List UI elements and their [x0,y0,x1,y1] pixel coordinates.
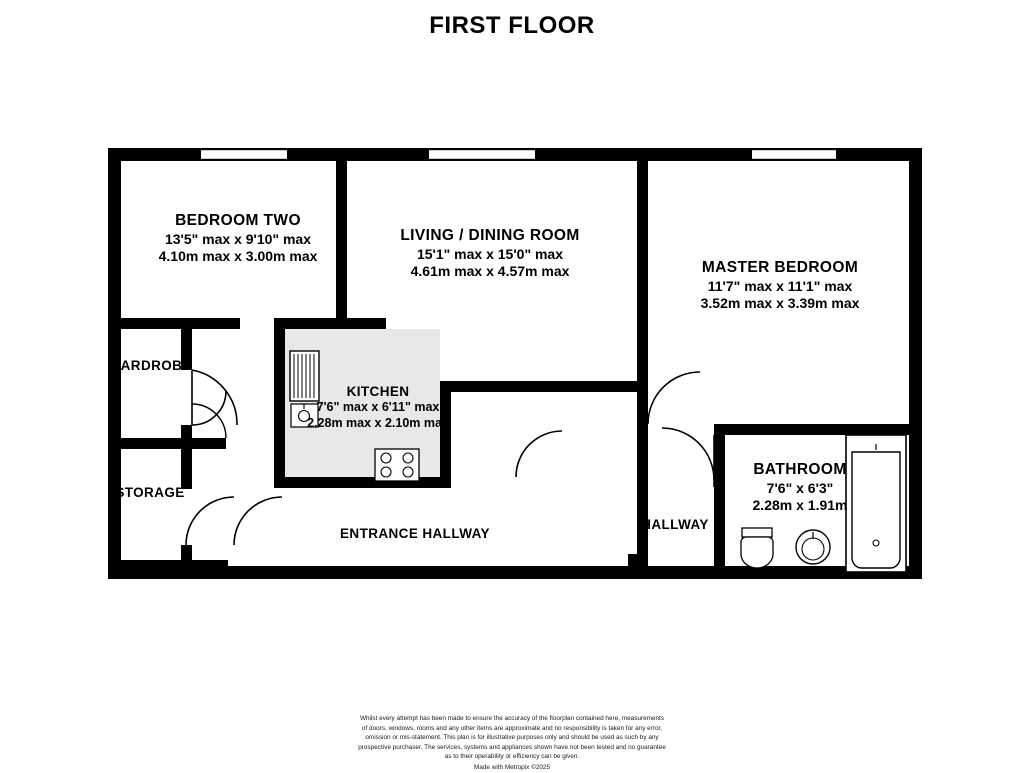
room-label-master-bedroom [620,259,940,312]
room-label-kitchen [258,384,498,431]
room-name: STORAGE [115,485,185,500]
cooker-hob-icon [375,449,419,481]
disclaimer-text [0,714,1024,773]
toilet-icon [741,528,773,568]
page-title: FIRST FLOOR [429,12,595,39]
room-label-wardrobe [60,358,240,374]
room-name: BEDROOM TWO [175,212,301,229]
room-name: KITCHEN [346,384,410,399]
room-dimensions-metric: 2.28m max x 2.10m max [307,415,449,430]
room-label-entrance-hallway [290,526,540,542]
room-label-living-dining-room [330,227,650,280]
disclaimer-line-2: of doors, windows, rooms and any other items are approximate and no responsibility is taken for any error, [361,724,663,732]
made-with-credit: Made with Metropix ©2025 [473,764,551,772]
room-label-bathroom [680,461,920,514]
room-dimensions-imperial: 11'7" max x 11'1" max [707,277,853,294]
room-dimensions-imperial: 7'6" max x 6'11" max [316,400,440,415]
room-dimensions-imperial: 7'6" x 6'3" [766,479,834,496]
room-dimensions-imperial: 15'1" max x 15'0" max [416,245,564,262]
room-name: LIVING / DINING ROOM [400,227,580,244]
disclaimer-line-5: as to their operability or efficiency can be given. [444,753,580,761]
disclaimer-line-3: omission or mis-statement. This plan is for illustrative purposes only and should be used as such by any [365,734,659,742]
room-label-storage [60,485,240,501]
room-dimensions-metric: 2.28m x 1.91m [752,496,848,513]
wash-basin-icon [796,530,830,564]
room-label-hallway [600,517,750,533]
room-dimensions-imperial: 13'5" max x 9'10" max [164,230,312,247]
room-name: HALLWAY [641,517,709,532]
room-name: MASTER BEDROOM [701,259,859,276]
room-name: ENTRANCE HALLWAY [340,526,490,541]
room-dimensions-metric: 4.10m max x 3.00m max [158,247,318,264]
disclaimer-line-1: Whilst every attempt has been made to ensure the accuracy of the floorplan contained here, measurements [359,715,665,722]
room-dimensions-metric: 4.61m max x 4.57m max [410,262,570,279]
room-name: WARDROBE [108,358,192,373]
room-name: BATHROOM [753,461,847,478]
room-dimensions-metric: 3.52m max x 3.39m max [700,294,860,311]
disclaimer-line-4: prospective purchaser. The services, systems and appliances shown have not been tested and no guarantee [358,743,666,751]
